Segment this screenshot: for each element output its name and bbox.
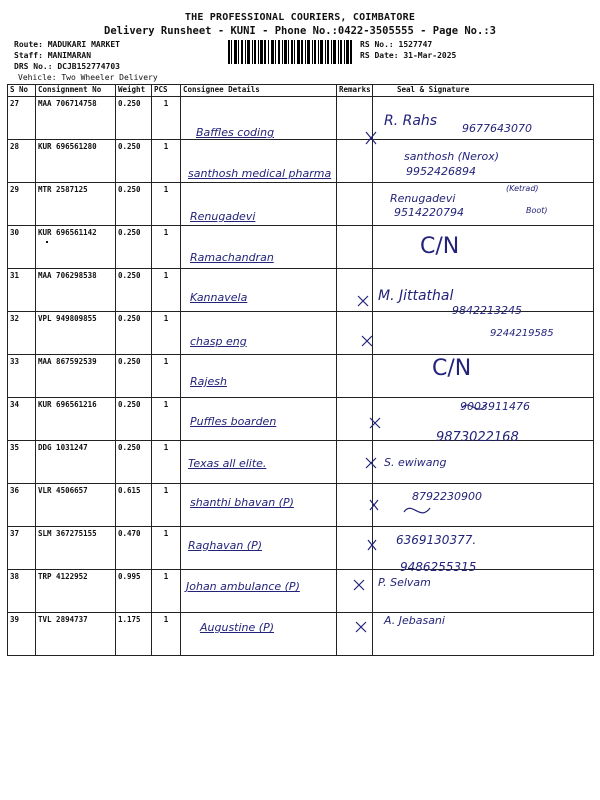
cell-weight: 0.615 — [116, 484, 152, 527]
col-consignee: Consignee Details — [181, 85, 337, 97]
cell-weight: 0.250 — [116, 183, 152, 226]
cell-consignment-no: VPL 949809855 — [36, 312, 116, 355]
handwritten-signature: santhosh (Nerox) — [404, 150, 499, 163]
handwritten-signature: Renugadevi — [390, 192, 456, 205]
handwritten-signature: S. ewiwang — [384, 456, 447, 469]
cell-remarks — [337, 226, 373, 269]
cell-remarks — [337, 97, 373, 140]
cell-consignment-no: KUR 696561280 — [36, 140, 116, 183]
staff: Staff: MANIMARAN — [14, 51, 92, 60]
handwritten-phone: 9486255315 — [400, 560, 477, 574]
table-row — [8, 226, 594, 269]
cell-weight: 0.470 — [116, 527, 152, 570]
handwritten-phone: 9952426894 — [406, 165, 476, 178]
handwritten-consignee: Raghavan (P) — [188, 539, 263, 552]
table-header-row — [8, 85, 594, 97]
cell-consignment-no: MAA 706298538 — [36, 269, 116, 312]
cell-consignment-no: VLR 4506657 — [36, 484, 116, 527]
cell-pcs: 1 — [152, 355, 181, 398]
handwritten-consignee: shanthi bhavan (P) — [190, 496, 294, 509]
runsheet-title: Delivery Runsheet - KUNI - Phone No.:0422-3505555 - Page No.:3 — [104, 25, 496, 37]
cell-sno: 30 — [8, 226, 36, 269]
cell-weight: 0.250 — [116, 355, 152, 398]
handwritten-phone: 9842213245 — [452, 304, 522, 317]
cell-weight: 0.995 — [116, 570, 152, 613]
handwritten-consignee: Augustine (P) — [200, 621, 275, 634]
vehicle: Vehicle: Two Wheeler Delivery — [18, 73, 158, 82]
rs-number: RS No.: 1527747 — [360, 40, 433, 49]
drs-number: DRS No.: DCJB152774703 — [14, 62, 120, 71]
cell-weight: 0.250 — [116, 226, 152, 269]
cell-signature — [373, 312, 594, 355]
stray-dot — [46, 241, 48, 243]
cell-weight: 0.250 — [116, 140, 152, 183]
cell-consignment-no: MAA 867592539 — [36, 355, 116, 398]
handwritten-signature: P. Selvam — [378, 576, 431, 589]
handwritten-consignee: Rajesh — [190, 375, 227, 388]
cell-consignment-no: SLM 367275155 — [36, 527, 116, 570]
barcode — [228, 40, 352, 64]
handwritten-consignee: santhosh medical pharma — [188, 167, 332, 180]
cell-remarks — [337, 613, 373, 656]
cell-consignment-no: MTR 2587125 — [36, 183, 116, 226]
col-remarks: Remarks — [337, 85, 373, 97]
cell-pcs: 1 — [152, 97, 181, 140]
cell-sno: 38 — [8, 570, 36, 613]
cell-sno: 32 — [8, 312, 36, 355]
cell-consignment-no: KUR 696561142 — [36, 226, 116, 269]
table-row — [8, 527, 594, 570]
cell-remarks — [337, 355, 373, 398]
handwritten-consignee: Texas all elite. — [188, 457, 267, 470]
cell-remarks — [337, 140, 373, 183]
cell-consignment-no: MAA 706714758 — [36, 97, 116, 140]
cell-remarks — [337, 484, 373, 527]
handwritten-phone: 9873022168 — [436, 430, 519, 445]
cell-pcs: 1 — [152, 398, 181, 441]
cell-weight: 1.175 — [116, 613, 152, 656]
handwritten-phone: 9244219585 — [490, 328, 554, 339]
col-consignment: Consignment No — [36, 85, 116, 97]
cell-signature — [373, 226, 594, 269]
handwritten-note: (Ketrad) — [506, 184, 539, 193]
cell-consignee — [181, 613, 337, 656]
cell-remarks — [337, 570, 373, 613]
cell-remarks — [337, 183, 373, 226]
cell-pcs: 1 — [152, 570, 181, 613]
cell-sno: 28 — [8, 140, 36, 183]
cell-consignment-no: TRP 4122952 — [36, 570, 116, 613]
cell-sno: 34 — [8, 398, 36, 441]
company-name: THE PROFESSIONAL COURIERS, COIMBATORE — [184, 12, 416, 23]
cell-consignment-no: KUR 696561216 — [36, 398, 116, 441]
cell-pcs: 1 — [152, 183, 181, 226]
cell-pcs: 1 — [152, 484, 181, 527]
route: Route: MADUKARI MARKET — [14, 40, 120, 49]
table-row — [8, 355, 594, 398]
cell-remarks — [337, 398, 373, 441]
col-weight: Weight — [116, 85, 152, 97]
handwritten-signature: R. Rahs — [384, 113, 438, 129]
cell-sno: 36 — [8, 484, 36, 527]
col-pcs: PCS — [152, 85, 181, 97]
table-row — [8, 613, 594, 656]
handwritten-consignee: chasp eng — [190, 335, 247, 348]
cell-pcs: 1 — [152, 613, 181, 656]
col-signature: Seal & Signature — [373, 85, 594, 97]
cell-pcs: 1 — [152, 527, 181, 570]
handwritten-phone: 9677643070 — [462, 122, 532, 135]
handwritten-signature: A. Jebasani — [384, 614, 445, 627]
cell-sno: 27 — [8, 97, 36, 140]
cell-remarks — [337, 527, 373, 570]
cell-sno: 35 — [8, 441, 36, 484]
rs-date: RS Date: 31-Mar-2025 — [360, 51, 457, 60]
handwritten-phone: 9003911476 — [460, 400, 530, 413]
handwritten-cn-mark: C/N — [432, 356, 472, 381]
handwritten-consignee: Baffles coding — [196, 126, 275, 139]
cell-weight: 0.250 — [116, 269, 152, 312]
cell-pcs: 1 — [152, 312, 181, 355]
handwritten-phone: 6369130377. — [396, 533, 477, 547]
cell-sno: 31 — [8, 269, 36, 312]
cell-sno: 29 — [8, 183, 36, 226]
cell-signature — [373, 484, 594, 527]
handwritten-consignee: Ramachandran — [190, 251, 274, 264]
handwritten-signature: M. Jittathal — [378, 288, 454, 304]
cell-consignee — [181, 312, 337, 355]
handwritten-note: Boot) — [526, 206, 548, 215]
cell-sno: 39 — [8, 613, 36, 656]
table-row — [8, 441, 594, 484]
table-row — [8, 570, 594, 613]
cell-pcs: 1 — [152, 269, 181, 312]
handwritten-phone: 8792230900 — [412, 490, 482, 503]
cell-weight: 0.250 — [116, 441, 152, 484]
cell-pcs: 1 — [152, 226, 181, 269]
cell-pcs: 1 — [152, 441, 181, 484]
cell-sno: 37 — [8, 527, 36, 570]
cell-weight: 0.250 — [116, 398, 152, 441]
handwritten-consignee: Kannavela — [190, 291, 248, 304]
table-row — [8, 484, 594, 527]
handwritten-consignee: Puffles boarden — [190, 415, 277, 428]
cell-consignment-no: TVL 2894737 — [36, 613, 116, 656]
cell-weight: 0.250 — [116, 312, 152, 355]
cell-sno: 33 — [8, 355, 36, 398]
cell-consignee — [181, 269, 337, 312]
cell-consignment-no: DDG 1031247 — [36, 441, 116, 484]
cell-remarks — [337, 269, 373, 312]
handwritten-consignee: Johan ambulance (P) — [186, 580, 300, 593]
cell-remarks — [337, 312, 373, 355]
handwritten-consignee: Renugadevi — [190, 210, 256, 223]
cell-pcs: 1 — [152, 140, 181, 183]
col-sno: S No — [8, 85, 36, 97]
cell-signature — [373, 355, 594, 398]
handwritten-phone: 9514220794 — [394, 206, 464, 219]
cell-weight: 0.250 — [116, 97, 152, 140]
handwritten-cn-mark: C/N — [420, 234, 460, 259]
cell-remarks — [337, 441, 373, 484]
